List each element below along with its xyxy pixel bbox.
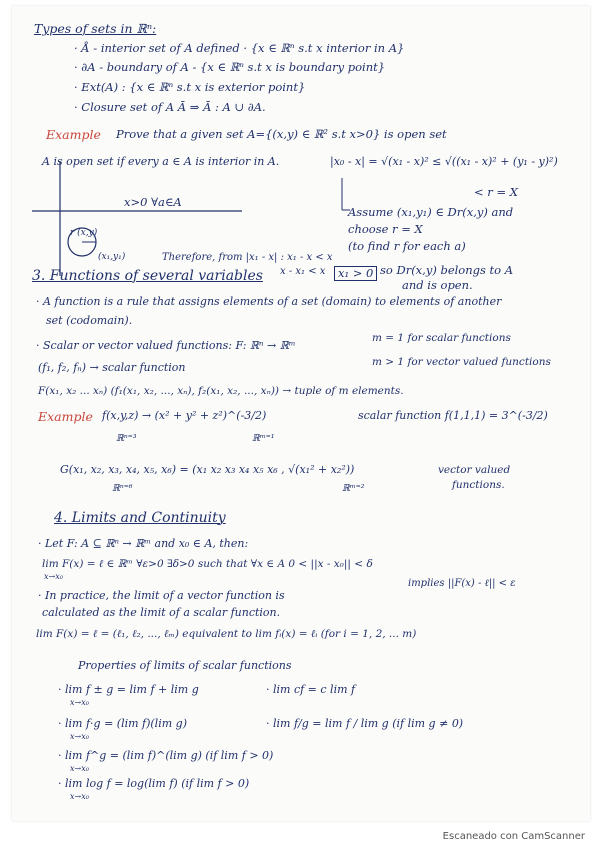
under-rm2: ℝᵐ⁼² xyxy=(342,483,365,494)
vector-valued-1: vector valued xyxy=(438,464,511,476)
limit-definition: lim F(x) = ℓ ∈ ℝᵐ ∀ε>0 ∃δ>0 such that ∀x ∈ A 0 < ||x - x₀|| < δ xyxy=(42,558,373,570)
property-quotient: · lim f/g = lim f / lim g (if lim g ≠ 0) xyxy=(266,717,464,730)
assume-line-2: choose r = X xyxy=(348,222,423,236)
sets-boundary: · ∂A - boundary of A - {x ∈ ℝⁿ s.t x is boundary point} xyxy=(74,60,386,74)
distance-formula: |x₀ - x| = √(x₁ - x)² ≤ √((x₁ - x)² + (y₁ - y)²) xyxy=(330,155,558,168)
properties-title: Properties of limits of scalar functions xyxy=(78,659,292,672)
example2-function: f(x,y,z) → (x² + y² + z²)^(-3/2) xyxy=(102,409,267,422)
example1-label: Example xyxy=(46,127,101,142)
therefore-line-2: x - x₁ < x xyxy=(280,266,326,277)
tuple-definition: F(x₁, x₂ ... xₙ) (f₁(x₁, x₂, ..., xₙ), f₂(x₁, x₂, ..., xₙ)) → tuple of m elements. xyxy=(38,385,404,397)
axis-label: x>0 ∀a∈A xyxy=(124,195,182,209)
property-sum-sub: x→x₀ xyxy=(70,698,89,707)
practice-line-2: calculated as the limit of a scalar function. xyxy=(42,606,281,619)
open-set-definition: A is open set if every a ∈ A is interior in A. xyxy=(42,155,280,168)
so-line-2: and is open. xyxy=(402,278,473,292)
sets-closure: · Closure set of A Ā ⇒ Ā : A ∪ ∂A. xyxy=(74,100,266,114)
sets-exterior: · Ext(A) : {x ∈ ℝⁿ s.t x is exterior point} xyxy=(74,80,306,94)
section3-title: 3. Functions of several variables xyxy=(32,268,263,284)
sets-title: Types of sets in ℝⁿ: xyxy=(34,21,157,36)
example2-scalar: scalar function f(1,1,1) = 3^(-3/2) xyxy=(358,409,548,422)
point-label: (x₁,y₁) xyxy=(98,252,126,262)
sets-interior: · Å - interior set of A defined · {x ∈ ℝⁿ s.t x interior in A} xyxy=(74,41,405,55)
property-power-sub: x→x₀ xyxy=(70,764,89,773)
therefore-line-1: Therefore, from |x₁ - x| : x₁ - x < x xyxy=(162,252,333,263)
distance-conclusion: < r = X xyxy=(474,185,518,199)
under-rn6: ℝⁿ⁼⁶ xyxy=(112,483,133,494)
example2-label: Example xyxy=(38,409,93,424)
property-sum: · lim f ± g = lim f + lim g xyxy=(58,683,199,696)
assume-line-3: (to find r for each a) xyxy=(348,239,466,253)
limit-subscript: x→x₀ xyxy=(44,572,63,581)
scalar-functions: (f₁, f₂, fₙ) → scalar function xyxy=(38,361,186,374)
example1-text: Prove that a given set A={(x,y) ∈ ℝ² s.t x>0} is open set xyxy=(116,127,447,141)
so-line-1: so Dr(x,y) belongs to A xyxy=(380,263,514,277)
scalar-vector: · Scalar or vector valued functions: F: ℝⁿ → ℝᵐ xyxy=(36,339,296,352)
practice-line-3: lim F(x) = ℓ = (ℓ₁, ℓ₂, ..., ℓₘ) equivalent to lim fᵢ(x) = ℓᵢ (for i = 1, 2, ... m) xyxy=(36,628,417,640)
scanned-notes-page xyxy=(12,6,590,821)
under-rm1: ℝᵐ⁼¹ xyxy=(252,433,275,444)
boxed-result: x₁ > 0 xyxy=(334,266,377,281)
property-log: · lim log f = log(lim f) (if lim f > 0) xyxy=(58,777,250,790)
under-rn3: ℝⁿ⁼³ xyxy=(116,433,137,444)
function-def-2: set (codomain). xyxy=(46,314,133,327)
practice-line-1: · In practice, the limit of a vector function is xyxy=(38,589,285,602)
property-product-sub: x→x₀ xyxy=(70,732,89,741)
disk-label: r (x,y) xyxy=(70,228,98,238)
property-product: · lim f·g = (lim f)(lim g) xyxy=(58,717,187,730)
property-log-sub: x→x₀ xyxy=(70,792,89,801)
half-plane-diagram xyxy=(12,6,590,276)
m-equals-1: m = 1 for scalar functions xyxy=(372,332,511,344)
property-power: · lim f^g = (lim f)^(lim g) (if lim f > 0) xyxy=(58,749,274,762)
limit-let: · Let F: A ⊆ ℝⁿ → ℝᵐ and x₀ ∈ A, then: xyxy=(38,537,249,550)
assume-line-1: Assume (x₁,y₁) ∈ Dr(x,y) and xyxy=(348,205,514,219)
vector-valued-2: functions. xyxy=(452,479,505,491)
example2-vector-function: G(x₁, x₂, x₃, x₄, x₅, x₆) = (x₁ x₂ x₃ x₄ x₅ x₆ , √(x₁² + x₂²)) xyxy=(60,463,355,476)
section4-title: 4. Limits and Continuity xyxy=(54,510,226,526)
limit-implies: implies ||F(x) - ℓ|| < ε xyxy=(408,578,516,589)
property-constant: · lim cf = c lim f xyxy=(266,683,356,696)
function-def-1: · A function is a rule that assigns elements of a set (domain) to elements of another xyxy=(36,295,502,308)
m-greater-1: m > 1 for vector valued functions xyxy=(372,356,551,368)
scanner-watermark: Escaneado con CamScanner xyxy=(442,831,585,842)
